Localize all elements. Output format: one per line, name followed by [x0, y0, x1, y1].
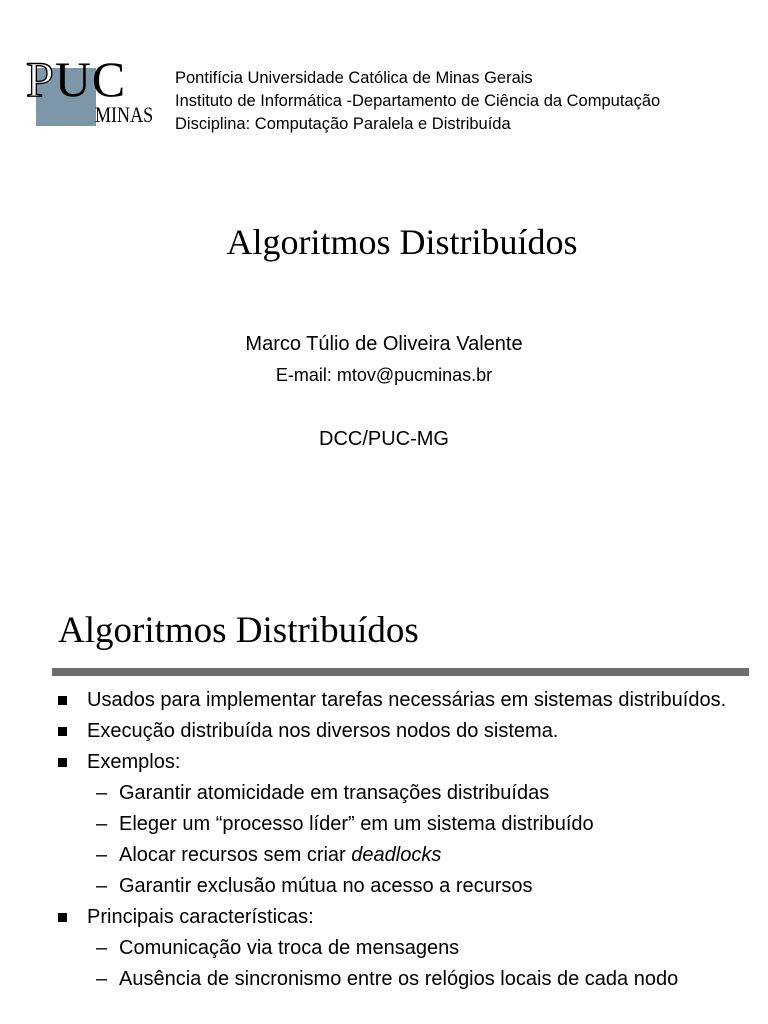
sub-bullet-item: [0, 874, 768, 899]
sub-bullet-item: [0, 843, 768, 868]
dash-bullet-icon: –: [96, 875, 108, 897]
slide2-title: Algoritmos Distribuídos: [58, 610, 419, 651]
square-bullet-icon: [58, 758, 67, 767]
logo-puc-text: PUC: [26, 51, 127, 107]
bullet-item: [0, 719, 768, 744]
title-divider: [52, 668, 749, 676]
author-name: Marco Túlio de Oliveira Valente: [245, 333, 523, 355]
sub-bullet-text: Comunicação via troca de mensagens: [119, 937, 460, 959]
sub-bullet-text: Ausência de sincronismo entre os relógios locais de cada nodo: [119, 968, 679, 990]
sub-bullet-text: Alocar recursos sem criar: [119, 844, 352, 866]
dash-bullet-icon: –: [96, 968, 108, 990]
italic-term: deadlocks: [351, 844, 442, 866]
sub-bullet-text: Garantir atomicidade em transações distribuídas: [119, 782, 550, 804]
bullet-text: Execução distribuída nos diversos nodos do sistema.: [87, 720, 559, 742]
institute-name: Instituto de Informática -Departamento de Ciência da Computação: [175, 92, 661, 110]
square-bullet-icon: [58, 913, 67, 922]
course-name: Disciplina: Computação Paralela e Distribuída: [175, 115, 511, 133]
logo-minas-text: MINAS: [95, 102, 154, 127]
content-slide: [0, 580, 768, 1024]
bullet-text: Principais características:: [87, 906, 314, 928]
sub-bullet-text: Garantir exclusão mútua no acesso a recursos: [119, 875, 533, 897]
bullet-list: [0, 688, 768, 998]
puc-minas-logo: [24, 51, 160, 130]
institution-header: [175, 67, 660, 136]
bullet-item: [0, 688, 768, 713]
department: DCC/PUC-MG: [319, 428, 449, 450]
bullet-text: Usados para implementar tarefas necessárias em sistemas distribuídos.: [87, 689, 727, 711]
bullet-text: Exemplos:: [87, 751, 181, 773]
sub-bullet-item: [0, 936, 768, 961]
slide1-title: Algoritmos Distribuídos: [226, 222, 578, 262]
bullet-item: [0, 905, 768, 930]
bullet-item: [0, 750, 768, 775]
sub-bullet-item: [0, 781, 768, 806]
dash-bullet-icon: –: [96, 782, 108, 804]
author-email: E-mail: mtov@pucminas.br: [275, 365, 493, 385]
square-bullet-icon: [58, 727, 67, 736]
square-bullet-icon: [58, 696, 67, 705]
dash-bullet-icon: –: [96, 844, 108, 866]
sub-bullet-item: [0, 812, 768, 837]
sub-bullet-item: [0, 967, 768, 992]
dash-bullet-icon: –: [96, 937, 108, 959]
university-name: Pontifícia Universidade Católica de Minas Gerais: [175, 69, 533, 87]
sub-bullet-text: Eleger um “processo líder” em um sistema distribuído: [119, 813, 594, 835]
dash-bullet-icon: –: [96, 813, 108, 835]
